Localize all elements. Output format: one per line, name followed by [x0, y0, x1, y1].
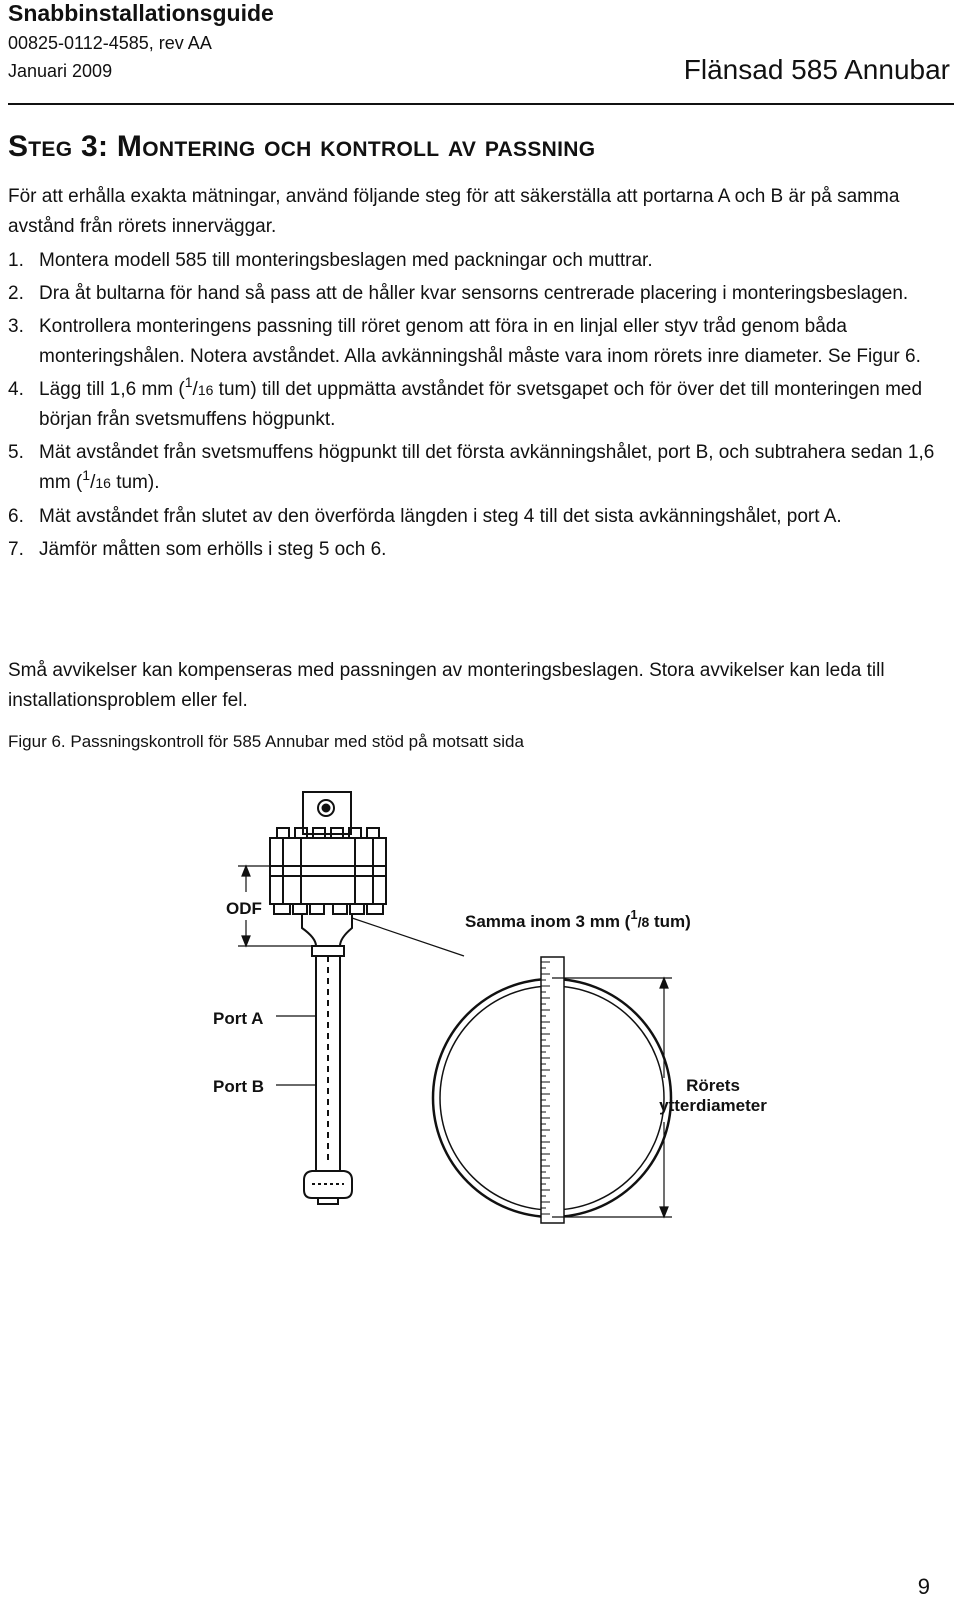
step-text: Mät avståndet från slutet av den överförda längden i steg 4 till det sista avkänningshålet, port A. [39, 505, 842, 527]
intro-paragraph: För att erhålla exakta mätningar, använd följande steg för att säkerställa att portarna A och B är på samma avstånd från rörets innerväggar. [8, 186, 900, 237]
steps-list [8, 246, 952, 568]
step-text: Kontrollera monteringens passning till röret genom att föra in en linjal eller styv tråd genom båda monteringshålen. Notera avståndet. Alla avkänningshål måste vara inom rörets inre diameter. Se Figur 6. [39, 316, 921, 367]
mounting-coupling [302, 914, 352, 946]
list-item [8, 279, 952, 309]
closing-paragraph: Små avvikelser kan kompenseras med passningen av monteringsbeslagen. Stora avvikelser kan leda till installationsproblem eller fel. [8, 660, 885, 711]
fraction-denominator: 16 [197, 381, 214, 398]
document-date: Januari 2009 [8, 61, 113, 81]
step-number: 4. [8, 378, 24, 400]
lower-nuts [274, 904, 383, 914]
step-text: Lägg till 1,6 mm ($^1$/16 tum) till det uppmätta avståndet för svetsgapet och för över det till monteringen med början från svetsmuffens högpunkt. [39, 373, 923, 430]
list-item [8, 312, 952, 371]
step-number: 5. [8, 442, 24, 463]
list-item [8, 438, 952, 498]
figure-fit-check-diagram [0, 760, 960, 1280]
step-number: 3. [8, 316, 24, 337]
product-name: Flänsad 585 Annubar [683, 54, 950, 85]
ruler [541, 957, 564, 1223]
step-number: 1. [8, 250, 24, 271]
gasket [270, 866, 386, 876]
fraction-numerator: 1 [184, 373, 193, 390]
step-text: Montera modell 585 till monteringsbeslagen med packningar och muttrar. [39, 250, 653, 271]
label-same-within: Samma inom 3 mm ($^1_{/8}$ tum) [465, 907, 691, 931]
label-pipe-od-line1: Rörets [686, 1076, 740, 1095]
document-number: 00825-0112-4585, rev AA [8, 33, 212, 53]
label-port-b: Port B [213, 1077, 264, 1096]
fraction-denominator: 16 [95, 474, 111, 491]
sensor-bar [316, 956, 340, 1171]
figure-caption: Figur 6. Passningskontroll för 585 Annubar med stöd på motsatt sida [8, 732, 524, 751]
step-number: 6. [8, 505, 24, 527]
step-text: Mät avståndet från svetsmuffens högpunkt till det första avkänningshålet, port B, och subtrahera sedan 1,6 mm ($^1$/16 tum). [39, 442, 935, 493]
section-heading: Steg 3: Montering och kontroll av passning [8, 130, 596, 163]
step-number: 7. [8, 538, 24, 560]
header-divider [8, 103, 954, 105]
guide-title: Snabbinstallationsguide [8, 0, 274, 26]
lower-flange [270, 876, 386, 904]
pipe-od-dimension [552, 978, 672, 1217]
step-text: Jämför måtten som erhölls i steg 5 och 6. [39, 538, 387, 560]
step-number: 2. [8, 283, 24, 304]
upper-flange [270, 838, 386, 866]
step-text: Dra åt bultarna för hand så pass att de håller kvar sensorns centrerade placering i monteringsbeslagen. [39, 283, 909, 304]
opposite-side-support [304, 1171, 352, 1198]
list-item [8, 246, 952, 276]
label-pipe-od-line2: ytterdiameter [659, 1096, 767, 1115]
page-number: 9 [917, 1574, 930, 1599]
fraction-numerator: 1 [82, 466, 91, 483]
label-odf: ODF [226, 899, 262, 918]
list-item [8, 535, 952, 565]
list-item [8, 375, 952, 435]
list-item [8, 502, 952, 532]
label-port-a: Port A [213, 1009, 264, 1028]
